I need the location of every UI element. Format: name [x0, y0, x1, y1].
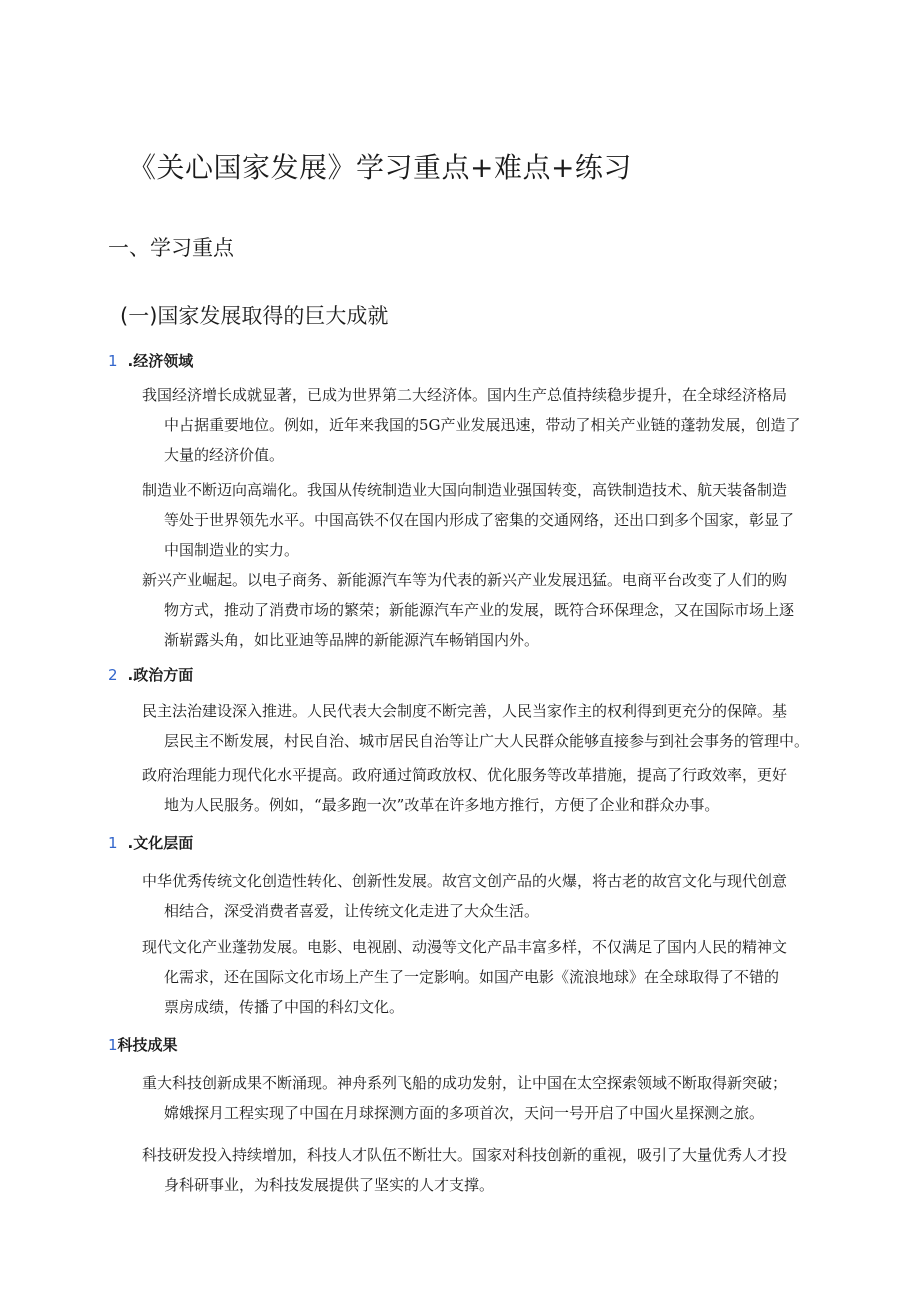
block-number: 1	[108, 1036, 118, 1054]
paragraph-line: 层民主不断发展，村民自治、城市居民自治等让广大人民群众能够直接参与到社会事务的管理中。	[164, 732, 810, 750]
paragraph-line: 制造业不断迈向高端化。我国从传统制造业大国向制造业强国转变，高铁制造技术、航天装备制造	[142, 481, 788, 499]
block-label: .经济领域	[127, 352, 194, 370]
paragraph	[142, 1140, 816, 1200]
section-heading: 一、学习重点	[108, 236, 234, 260]
paragraph	[142, 565, 816, 655]
paragraph	[142, 475, 816, 565]
paragraph	[142, 866, 816, 926]
paragraph-line: 身科研事业，为科技发展提供了坚实的人才支撑。	[164, 1176, 495, 1194]
paragraph-line: 中华优秀传统文化创造性转化、创新性发展。故宫文创产品的火爆，将古老的故宫文化与现代创意	[142, 872, 788, 890]
subsection-heading: (一)国家发展取得的巨大成就	[120, 304, 389, 328]
paragraph-line: 化需求，还在国际文化市场上产生了一定影响。如国产电影《流浪地球》在全球取得了不错的	[164, 968, 780, 986]
paragraph-line: 渐崭露头角，如比亚迪等品牌的新能源汽车畅销国内外。	[164, 631, 540, 649]
paragraph-line: 重大科技创新成果不断涌现。神舟系列飞船的成功发射，让中国在太空探索领域不断取得新突破；	[142, 1074, 788, 1092]
paragraph-line: 地为人民服务。例如，“最多跑一次”改革在许多地方推行，方便了企业和群众办事。	[164, 796, 720, 814]
block-number: 1	[108, 834, 118, 852]
document-title: 《关心国家发展》学习重点+难点+练习	[128, 151, 632, 184]
paragraph-line: 票房成绩，传播了中国的科幻文化。	[164, 998, 405, 1016]
paragraph-line: 中占据重要地位。例如，近年来我国的5G产业发展迅速，带动了相关产业链的蓬勃发展，创造了	[164, 416, 801, 434]
paragraph-line: 新兴产业崛起。以电子商务、新能源汽车等为代表的新兴产业发展迅猛。电商平台改变了人们的购	[142, 571, 788, 589]
block-heading-economy	[108, 350, 193, 371]
paragraph-line: 政府治理能力现代化水平提高。政府通过简政放权、优化服务等改革措施，提高了行政效率，更好	[142, 766, 788, 784]
block-number: 1	[108, 352, 118, 370]
paragraph-line: 嫦娥探月工程实现了中国在月球探测方面的多项首次，天问一号开启了中国火星探测之旅。	[164, 1104, 765, 1122]
paragraph	[142, 696, 816, 756]
paragraph-line: 现代文化产业蓬勃发展。电影、电视剧、动漫等文化产品丰富多样，不仅满足了国内人民的精神文	[142, 938, 788, 956]
paragraph	[142, 760, 816, 820]
block-number: 2	[108, 666, 118, 684]
block-heading-culture	[108, 832, 193, 853]
paragraph-line: 科技研发投入持续增加，科技人才队伍不断壮大。国家对科技创新的重视，吸引了大量优秀人才投	[142, 1146, 788, 1164]
paragraph-line: 中国制造业的实力。	[164, 541, 300, 559]
block-label: .文化层面	[127, 834, 194, 852]
paragraph-line: 等处于世界领先水平。中国高铁不仅在国内形成了密集的交通网络，还出口到多个国家，彰显了	[164, 511, 795, 529]
block-heading-technology	[108, 1034, 178, 1055]
paragraph	[142, 932, 816, 1022]
paragraph-line: 相结合，深受消费者喜爱，让传统文化走进了大众生活。	[164, 902, 540, 920]
paragraph-line: 大量的经济价值。	[164, 446, 285, 464]
paragraph	[142, 380, 816, 470]
block-label: 科技成果	[117, 1036, 178, 1054]
block-heading-politics	[108, 664, 193, 685]
paragraph-line: 物方式，推动了消费市场的繁荣；新能源汽车产业的发展，既符合环保理念，又在国际市场上逐	[164, 601, 795, 619]
paragraph	[142, 1068, 816, 1128]
block-label: .政治方面	[127, 666, 194, 684]
paragraph-line: 民主法治建设深入推进。人民代表大会制度不断完善，人民当家作主的权利得到更充分的保障。基	[142, 702, 788, 720]
paragraph-line: 我国经济增长成就显著，已成为世界第二大经济体。国内生产总值持续稳步提升，在全球经济格局	[142, 386, 788, 404]
